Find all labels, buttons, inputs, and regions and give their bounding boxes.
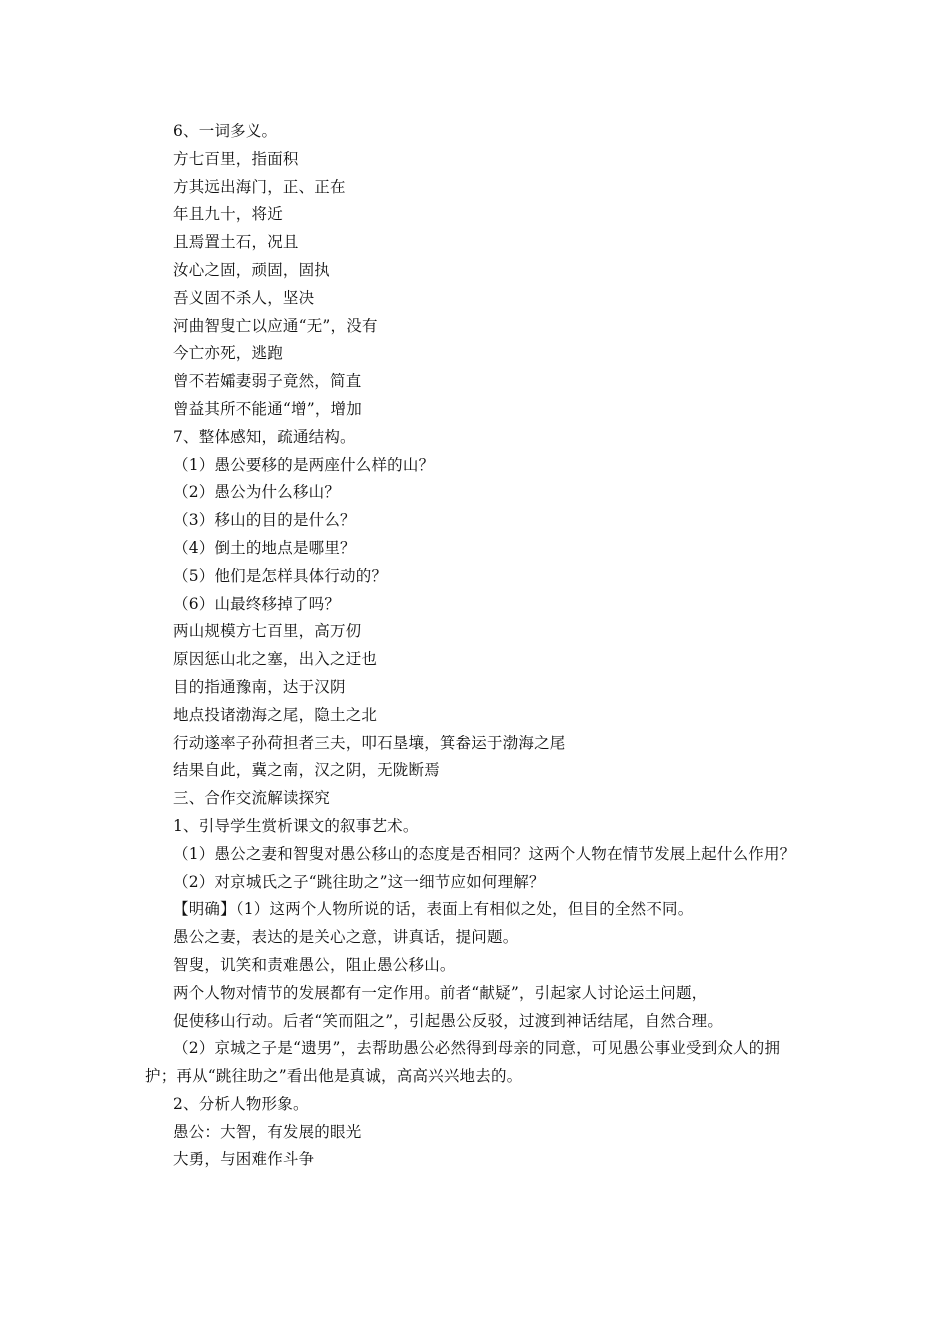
subsection-heading: 1、引导学生赏析课文的叙事艺术。: [173, 816, 419, 835]
text-line: 愚公之妻，表达的是关心之意，讲真话，提问题。: [173, 928, 519, 947]
question-line: （2）愚公为什么移山？: [173, 483, 341, 502]
section-heading: 三、合作交流解读探究: [173, 789, 331, 808]
text-line: 年且九十，将近: [173, 205, 283, 224]
section-heading: 7、整体感知，疏通结构。: [173, 427, 356, 446]
text-line: 方其远出海门，正、正在: [173, 177, 346, 196]
answer-line: 【明确】（1）这两个人物所说的话，表面上有相似之处，但目的全然不同。: [173, 900, 694, 919]
text-line: 愚公：大智，有发展的眼光: [173, 1122, 362, 1141]
text-line: 两个人物对情节的发展都有一定作用。前者“献疑”，引起家人讨论运土问题，: [173, 983, 708, 1002]
text-line: 吾义固不杀人，坚决: [173, 288, 315, 307]
answer-paragraph: （2）京城之子是“遗男”，去帮助愚公必然得到母亲的同意，可见愚公事业受到众人的拥护；再从“跳往助之”看出他是真诚，高高兴兴地去的。: [145, 1039, 781, 1086]
text-line: 促使移山行动。后者“笑而阻之”，引起愚公反驳，过渡到神话结尾，自然合理。: [173, 1011, 724, 1030]
question-line: （3）移山的目的是什么？: [173, 511, 356, 530]
question-line: （6）山最终移掉了吗？: [173, 594, 341, 613]
text-line: 原因惩山北之塞，出入之迂也: [173, 650, 378, 669]
question-line: （2）对京城氏之子“跳往助之”这一细节应如何理解？: [173, 872, 545, 891]
text-line: 曾不若孀妻弱子竟然，简直: [173, 372, 362, 391]
question-line: （5）他们是怎样具体行动的？: [173, 566, 388, 585]
text-line: 汝心之固，顽固，固执: [173, 260, 331, 279]
question-paragraph: （1）愚公之妻和智叟对愚公移山的态度是否相同？这两个人物在情节发展上起什么作用？: [173, 844, 796, 863]
document-body: [145, 118, 810, 1174]
text-line: 方七百里，指面积: [173, 149, 299, 168]
text-line: 曾益其所不能通“增”，增加: [173, 399, 362, 418]
text-line: 智叟，讥笑和责难愚公，阻止愚公移山。: [173, 955, 456, 974]
subsection-heading: 2、分析人物形象。: [173, 1094, 309, 1113]
section-heading: 6、一词多义。: [173, 122, 278, 140]
text-line: 河曲智叟亡以应通“无”，没有: [173, 316, 378, 335]
question-line: （4）倒土的地点是哪里？: [173, 538, 356, 557]
text-line: 结果自此，冀之南，汉之阴，无陇断焉: [173, 761, 440, 780]
text-line: 行动遂率子孙荷担者三夫，叩石垦壤，箕畚运于渤海之尾: [173, 733, 566, 752]
text-line: 目的指通豫南，达于汉阴: [173, 677, 346, 696]
text-line: 大勇，与困难作斗争: [173, 1150, 315, 1169]
text-line: 且焉置土石，况且: [173, 233, 299, 252]
text-line: 今亡亦死，逃跑: [173, 344, 283, 363]
question-line: （1）愚公要移的是两座什么样的山？: [173, 455, 435, 474]
text-line: 两山规模方七百里，高万仞: [173, 622, 362, 641]
text-line: 地点投诸渤海之尾，隐土之北: [173, 705, 378, 724]
